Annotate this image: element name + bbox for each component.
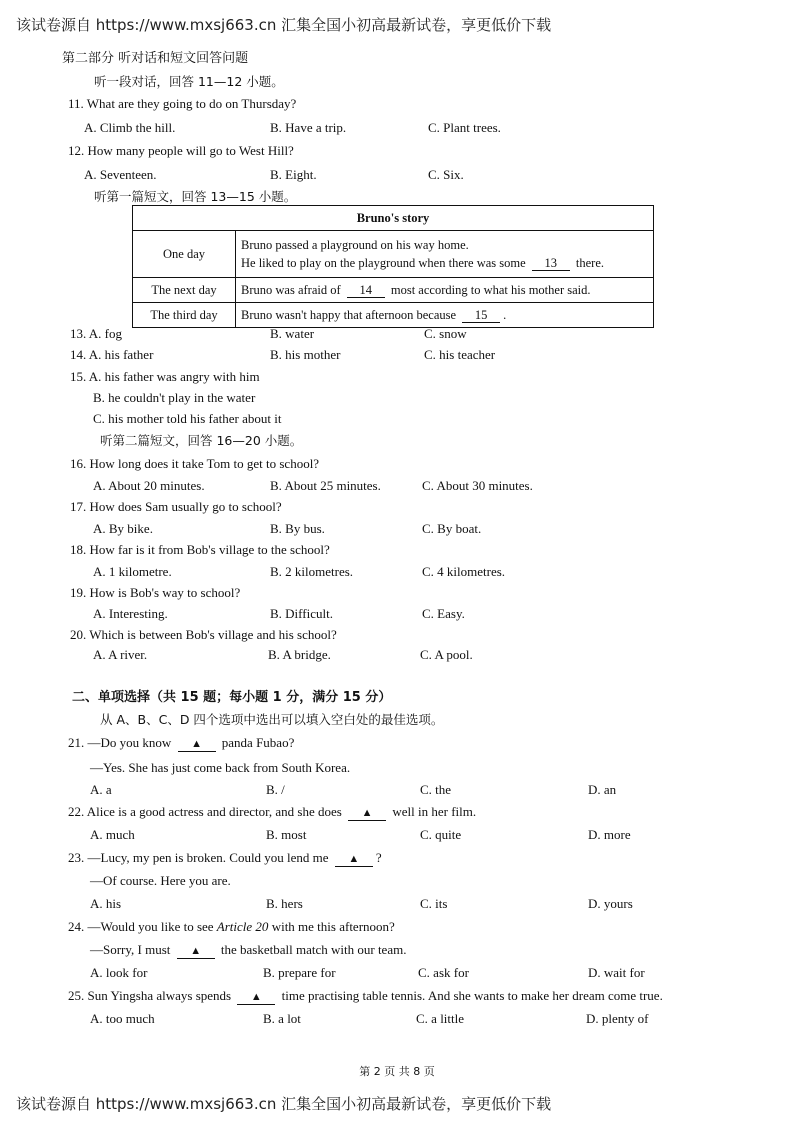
- question-12: 12. How many people will go to West Hill?: [68, 143, 294, 158]
- table-title: Bruno's story: [133, 206, 654, 231]
- q13-option-c: C. snow: [424, 326, 467, 341]
- table-day-2-content: [236, 278, 654, 303]
- q17-option-b: B. By bus.: [270, 521, 325, 536]
- question-16: 16. How long does it take Tom to get to school?: [70, 456, 320, 471]
- q24-film-title: Article 20: [216, 919, 269, 934]
- page-footer: 该试卷源自 https://www.mxsj663.cn 汇集全国小初高最新试卷，享更低价下载: [16, 1095, 552, 1113]
- q18-option-c: C. 4 kilometres.: [422, 564, 506, 579]
- q17-option-a: A. By bike.: [93, 521, 153, 536]
- q24-option-c: C. ask for: [418, 965, 469, 980]
- q24-option-a: A. look for: [90, 965, 148, 980]
- q20-option-b: B. A bridge.: [268, 647, 331, 662]
- q24-option-b: B. prepare for: [263, 965, 336, 980]
- answer-blank-24: ▲: [177, 944, 215, 959]
- q13-option-b: B. water: [270, 326, 315, 341]
- q22-option-c: C. quite: [420, 827, 462, 842]
- q23-text: 23. —Lucy, my pen is broken. Could you lend me: [68, 850, 329, 865]
- day3-text-end: .: [503, 307, 507, 322]
- instruction-passage-1: 听第一篇短文，回答 13—15 小题。: [94, 189, 297, 204]
- q24-option-d: D. wait for: [588, 965, 645, 980]
- question-22: [68, 803, 476, 821]
- question-21: [68, 734, 294, 752]
- q22-option-b: B. most: [266, 827, 307, 842]
- q20-option-c: C. A pool.: [420, 647, 473, 662]
- q13-option-a: 13. A. fog: [70, 326, 122, 341]
- q25-option-c: C. a little: [416, 1011, 465, 1026]
- day2-text: Bruno was afraid of: [241, 282, 341, 297]
- q16-option-c: C. About 30 minutes.: [422, 478, 533, 493]
- table-day-1: One day: [133, 231, 236, 278]
- table-day-2: The next day: [133, 278, 236, 303]
- q21-text: 21. —Do you know: [68, 735, 172, 750]
- q19-option-c: C. Easy.: [422, 606, 465, 621]
- day1-line2-text: He liked to play on the playground when there was some: [241, 255, 526, 270]
- q23-reply: —Of course. Here you are.: [90, 873, 231, 888]
- q21-option-c: C. the: [420, 782, 452, 797]
- day3-text: Bruno wasn't happy that afternoon because: [241, 307, 457, 322]
- q24-reply: [90, 941, 406, 959]
- instruction-dialogue: 听一段对话，回答 11—12 小题。: [94, 74, 284, 89]
- q12-option-b: B. Eight.: [270, 167, 317, 182]
- q16-option-b: B. About 25 minutes.: [270, 478, 381, 493]
- q24-text: 24. —Would you like to see: [68, 919, 214, 934]
- q11-option-a: A. Climb the hill.: [84, 120, 176, 135]
- q18-option-a: A. 1 kilometre.: [93, 564, 172, 579]
- question-23: [68, 849, 382, 867]
- q12-option-a: A. Seventeen.: [84, 167, 157, 182]
- q22-text: 22. Alice is a good actress and director, and she does: [68, 804, 342, 819]
- q17-option-c: C. By boat.: [422, 521, 482, 536]
- table-day-3-content: [236, 303, 654, 328]
- answer-blank-22: ▲: [348, 806, 386, 821]
- q25-option-d: D. plenty of: [586, 1011, 649, 1026]
- answer-blank-23: ▲: [335, 852, 373, 867]
- blank-14: 14: [347, 283, 385, 298]
- q25-option-a: A. too much: [90, 1011, 155, 1026]
- answer-blank-25: ▲: [237, 990, 275, 1005]
- q23-option-d: D. yours: [588, 896, 633, 911]
- q15-option-a: 15. A. his father was angry with him: [70, 369, 260, 384]
- question-11: 11. What are they going to do on Thursday?: [68, 96, 297, 111]
- q14-option-c: C. his teacher: [424, 347, 496, 362]
- question-18: 18. How far is it from Bob's village to the school?: [70, 542, 330, 557]
- q24-reply-end: the basketball match with our team.: [220, 942, 407, 957]
- answer-blank-21: ▲: [178, 737, 216, 752]
- table-day-1-content: [236, 231, 654, 278]
- q22-option-d: D. more: [588, 827, 631, 842]
- day1-line1: Bruno passed a playground on his way home.: [241, 237, 469, 252]
- q23-option-c: C. its: [420, 896, 448, 911]
- day1-line2-end: there.: [575, 255, 605, 270]
- q18-option-b: B. 2 kilometres.: [270, 564, 354, 579]
- section2-instruction: 从 A、B、C、D 四个选项中选出可以填入空白处的最佳选项。: [100, 712, 444, 727]
- q23-option-b: B. hers: [266, 896, 303, 911]
- q22-text-end: well in her film.: [392, 804, 477, 819]
- q12-option-c: C. Six.: [428, 167, 464, 182]
- q24-reply-text: —Sorry, I must: [90, 942, 171, 957]
- question-19: 19. How is Bob's way to school?: [70, 585, 241, 600]
- q16-option-a: A. About 20 minutes.: [93, 478, 205, 493]
- day1-line2: [241, 256, 648, 271]
- page-number: 第 2 页 共 8 页: [359, 1065, 435, 1078]
- q25-text-end: time practising table tennis. And she wants to make her dream come true.: [281, 988, 663, 1003]
- day2-text-end: most according to what his mother said.: [390, 282, 591, 297]
- blank-13: 13: [532, 256, 570, 271]
- q19-option-a: A. Interesting.: [93, 606, 168, 621]
- q21-option-a: A. a: [90, 782, 112, 797]
- q22-option-a: A. much: [90, 827, 135, 842]
- q21-option-d: D. an: [588, 782, 617, 797]
- part2-title: 第二部分 听对话和短文回答问题: [62, 51, 249, 66]
- q11-option-c: C. Plant trees.: [428, 120, 501, 135]
- q14-option-a: 14. A. his father: [70, 347, 154, 362]
- section2-title: 二、单项选择（共 15 题；每小题 1 分，满分 15 分）: [72, 690, 392, 705]
- table-day-3: The third day: [133, 303, 236, 328]
- q24-text-end: with me this afternoon?: [271, 919, 395, 934]
- question-24: [68, 918, 395, 936]
- q23-option-a: A. his: [90, 896, 122, 911]
- q14-option-b: B. his mother: [270, 347, 341, 362]
- q21-reply: —Yes. She has just come back from South Korea.: [90, 760, 351, 775]
- q21-option-b: B. /: [266, 782, 285, 797]
- bruno-story-table: [132, 205, 654, 328]
- q11-option-b: B. Have a trip.: [270, 120, 347, 135]
- question-20: 20. Which is between Bob's village and his school?: [70, 627, 337, 642]
- q25-text: 25. Sun Yingsha always spends: [68, 988, 232, 1003]
- question-17: 17. How does Sam usually go to school?: [70, 499, 282, 514]
- q15-option-b: B. he couldn't play in the water: [93, 390, 256, 405]
- q21-text-end: panda Fubao?: [221, 735, 295, 750]
- instruction-passage-2: 听第二篇短文，回答 16—20 小题。: [100, 433, 303, 448]
- q19-option-b: B. Difficult.: [270, 606, 333, 621]
- blank-15: 15: [462, 308, 500, 323]
- q15-option-c: C. his mother told his father about it: [93, 411, 282, 426]
- q20-option-a: A. A river.: [93, 647, 148, 662]
- question-25: [68, 987, 663, 1005]
- page-header: 该试卷源自 https://www.mxsj663.cn 汇集全国小初高最新试卷，享更低价下载: [16, 16, 552, 34]
- q25-option-b: B. a lot: [263, 1011, 301, 1026]
- q23-text-end: ?: [375, 850, 382, 865]
